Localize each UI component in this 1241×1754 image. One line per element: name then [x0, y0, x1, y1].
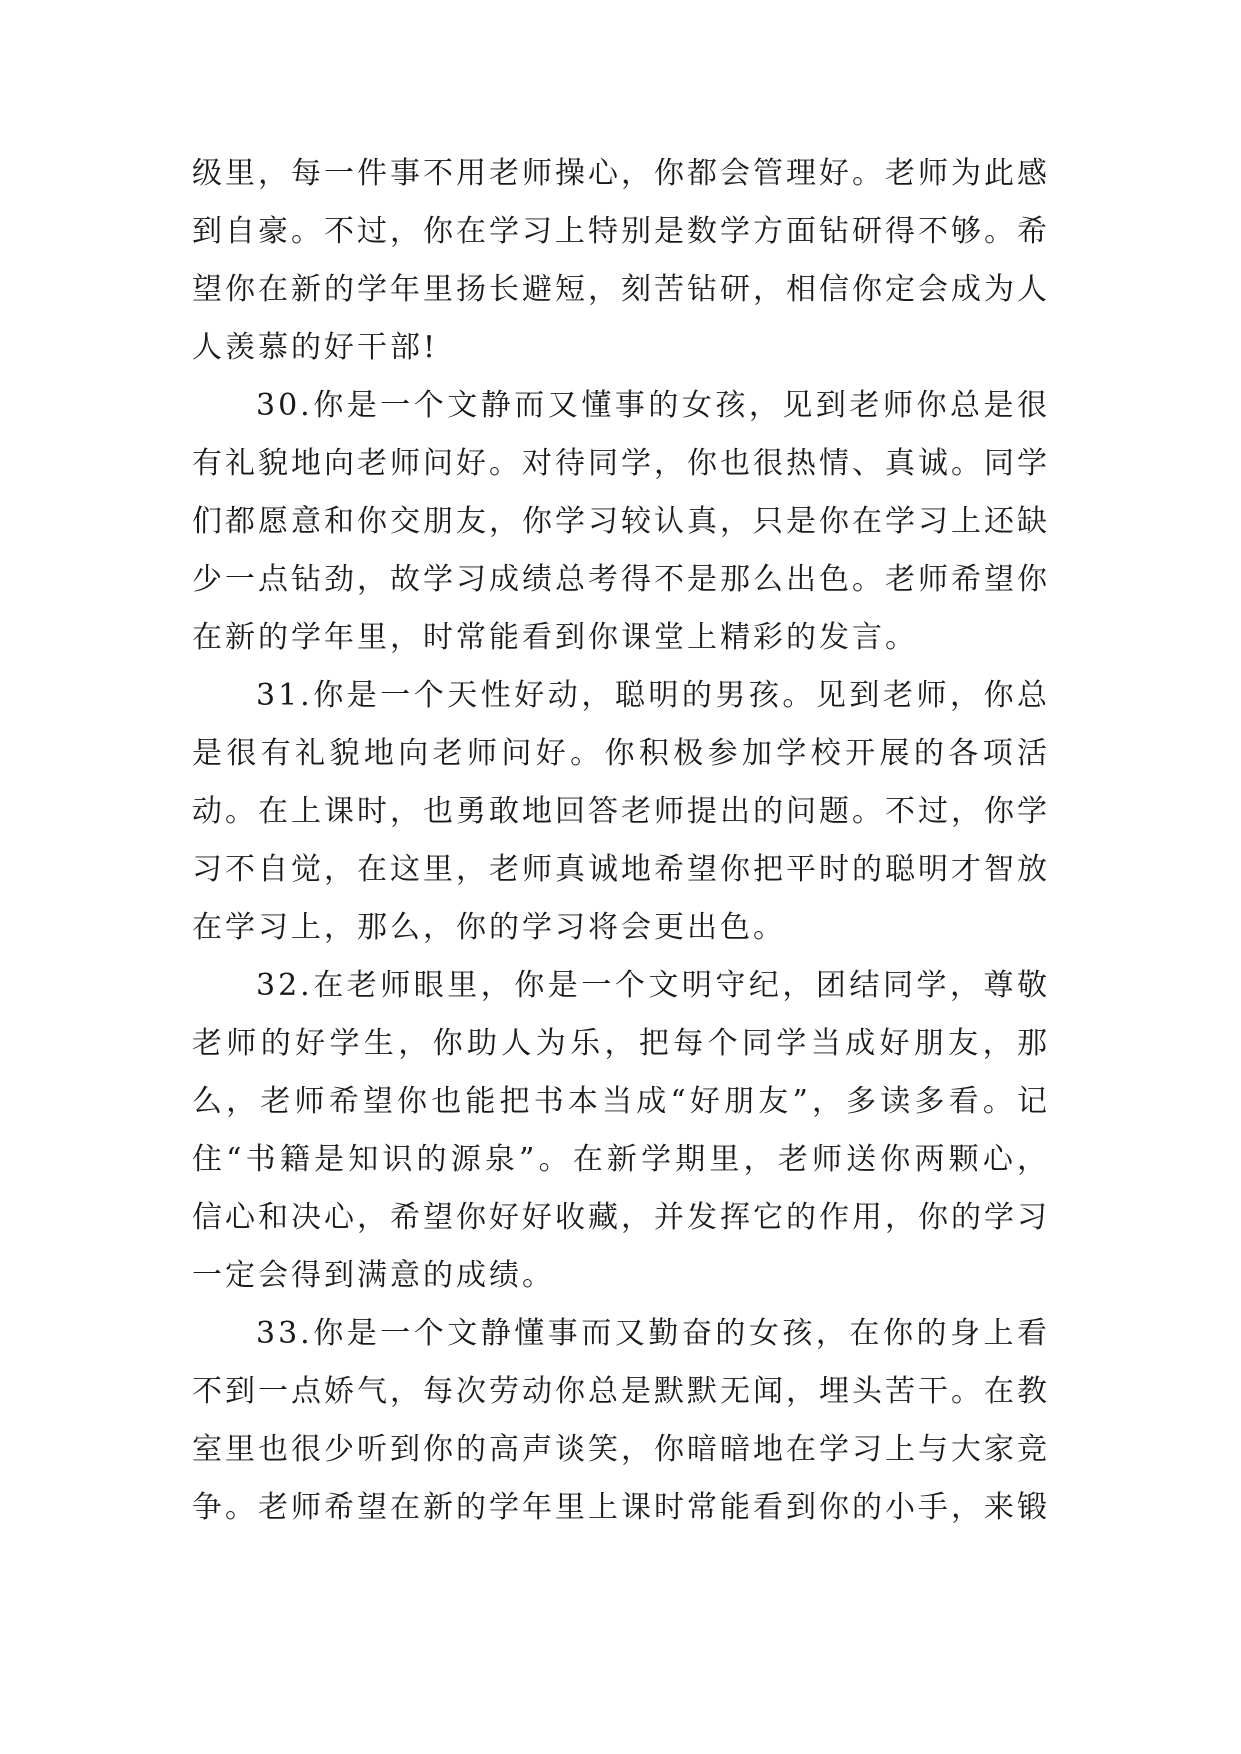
paragraph-comment-33: 33.你是一个文静懂事而又勤奋的女孩，在你的身上看不到一点娇气，每次劳动你总是默默无闻，埋头苦干。在教室里也很少听到你的高声谈笑，你暗暗地在学习上与大家竞争。老师希望在新的学年里上课时常能看到你的小手，来锻 [192, 1316, 1050, 1525]
paragraph-comment-31: 31.你是一个天性好动，聪明的男孩。见到老师，你总是很有礼貌地向老师问好。你积极参加学校开展的各项活动。在上课时，也勇敢地回答老师提出的问题。不过，你学习不自觉，在这里，老师真诚地希望你把平时的聪明才智放在学习上，那么，你的学习将会更出色。 [192, 678, 1050, 945]
document-body [192, 145, 1050, 1537]
paragraph-comment-30: 30.你是一个文静而又懂事的女孩，见到老师你总是很有礼貌地向老师问好。对待同学，你也很热情、真诚。同学们都愿意和你交朋友，你学习较认真，只是你在学习上还缺少一点钻劲，故学习成绩总考得不是那么出色。老师希望你在新的学年里，时常能看到你课堂上精彩的发言。 [192, 388, 1050, 655]
paragraph-continuation: 级里，每一件事不用老师操心，你都会管理好。老师为此感到自豪。不过，你在学习上特别是数学方面钻研得不够。希望你在新的学年里扬长避短，刻苦钻研，相信你定会成为人人羡慕的好干部! [192, 156, 1050, 365]
paragraph-comment-32: 32.在老师眼里，你是一个文明守纪，团结同学，尊敬老师的好学生，你助人为乐，把每个同学当成好朋友，那么，老师希望你也能把书本当成“好朋友”，多读多看。记住“书籍是知识的源泉”。在新学期里，老师送你两颗心，信心和决心，希望你好好收藏，并发挥它的作用，你的学习一定会得到满意的成绩。 [192, 968, 1050, 1293]
